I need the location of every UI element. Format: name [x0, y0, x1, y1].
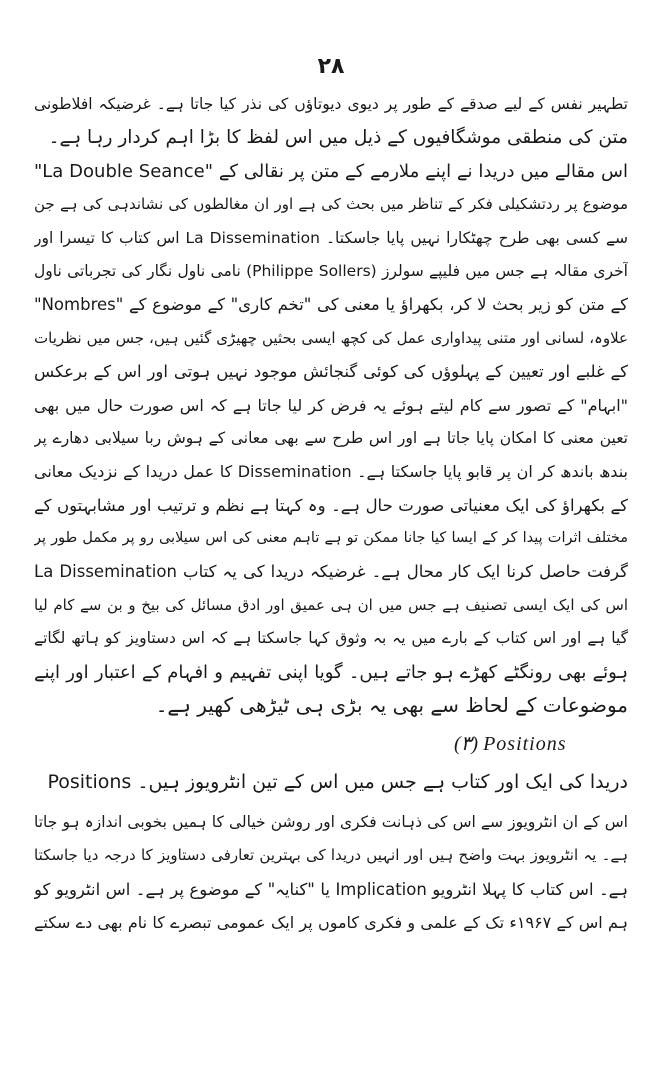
text-line: کے بکھراؤ کی ایک معنیاتی صورت حال ہے۔ وہ کہتا ہے نظم و ترتیب اور مشابہتوں کے [34, 495, 628, 515]
text-line: "Nombres" کے متن کو زیر بحث لا کر، بکھراؤ یا معنی کی "تخم کاری" کے موضوع کے [34, 295, 628, 315]
page-number: ۲۸ [317, 54, 345, 79]
text-line: علاوہ، لسانی اور متنی پیداواری عمل کی کچھ ایسی بحثیں چھیڑی گئیں ہیں، جس میں نظریات [34, 328, 628, 347]
text-line: بندھ باندھ کر ان پر قابو پایا جاسکتا ہے۔ Dissemination کا عمل دریدا کے نزدیک معانی [34, 462, 628, 482]
text-line: تعین معنی کا امکان پایا جاتا ہے اور اس طرح سے بھی معانی کے ہوش ربا سیلابی دھارے پر [34, 428, 628, 447]
text-line: آخری مقالہ ہے جس میں فلیپے سولرز (Philippe Sollers) نامی ناول نگار کی تجرباتی ناول [34, 261, 628, 280]
text-line: متن کی منطقی موشگافیوں کے ذیل میں اس لفظ کا بڑا اہم کردار رہا ہے۔ [48, 127, 628, 149]
body-text [34, 88, 628, 939]
text-line: ہے۔ یہ انٹرویوز بہت واضح ہیں اور انہیں دریدا کی بہترین تعارفی دستاویز کا درجہ دیا جاسکتا [34, 846, 628, 865]
section-heading: (۳) Positions [454, 733, 567, 756]
text-line: ہوئے بھی رونگٹے کھڑے ہو جاتے ہیں۔ گویا اپنی تفہیم و افہام کے اعتبار اور اپنے [34, 661, 628, 683]
text-line: اس کی ایک ایسی تصنیف ہے جس میں ان ہی عمیق اور ادق مسائل کی بیخ و بن سے کام لیا [34, 595, 628, 614]
text-line: ہم اس کے ۱۹۶۷ء تک کے علمی و فکری کاموں پر ایک عمومی تبصرے کا نام بھی دے سکتے [34, 912, 628, 932]
text-line: Positions دریدا کی ایک اور کتاب ہے جس میں اس کے تین انٹرویوز ہیں۔ [47, 771, 628, 794]
text-line: موضوعات کے لحاظ سے بھی یہ بڑی ہی ٹیڑھی کھیر ہے۔ [155, 693, 628, 718]
text-line: گیا ہے اور اس کتاب کے بارے میں یہ بہ وثوق کہا جاسکتا ہے کہ اس دستاویز کو ہاتھ لگاتے [34, 629, 628, 648]
text-line: "ابہام" کے تصور سے کام لیتے ہوئے یہ فرض کر لیا جاتا ہے کہ اس صورت حال میں بھی [34, 395, 628, 415]
text-line: سے کسی بھی طرح چھٹکارا نہیں پایا جاسکتا۔ La Dissemination اس کتاب کا تیسرا اور [34, 228, 628, 247]
text-line: موضوع پر ردتشکیلی فکر کے تناظر میں بحث کی ہے اور ان مغالطوں کی نشاندہی کی ہے جن [34, 195, 628, 214]
text-line: اس کے ان انٹرویوز سے اس کی ذہانت فکری اور روشن خیالی کا ہمیں بخوبی اندازہ ہو جاتا [34, 812, 628, 831]
text-line: "La Double Seance" اس مقالے میں دریدا نے اپنے ملارمے کے متن پر نقالی کے [34, 160, 628, 182]
text-line: مختلف اثرات پیدا کر کے ایسا کیا جانا ممکن تو ہے تاہم معنی کی اس سیلابی رو پر مکمل طور پر [34, 530, 628, 547]
text-line: گرفت حاصل کرنا ایک کار محال ہے۔ غرضیکہ دریدا کی یہ کتاب La Dissemination [34, 562, 628, 582]
text-line: کے غلبے اور تعیین کے پہلوؤں کی کوئی گنجائش موجود نہیں ہوتی اور اس کے برعکس [34, 362, 628, 382]
text-line: تطہیر نفس کے لیے صدقے کے طور پر دیوی دیوتاؤں کی نذر کیا جاتا ہے۔ غرضیکہ افلاطونی [34, 95, 628, 113]
text-line: ہے۔ اس کتاب کا پہلا انٹرویو Implication یا "کنایہ" کے موضوع پر ہے۔ اس انٹرویو کو [34, 879, 628, 899]
